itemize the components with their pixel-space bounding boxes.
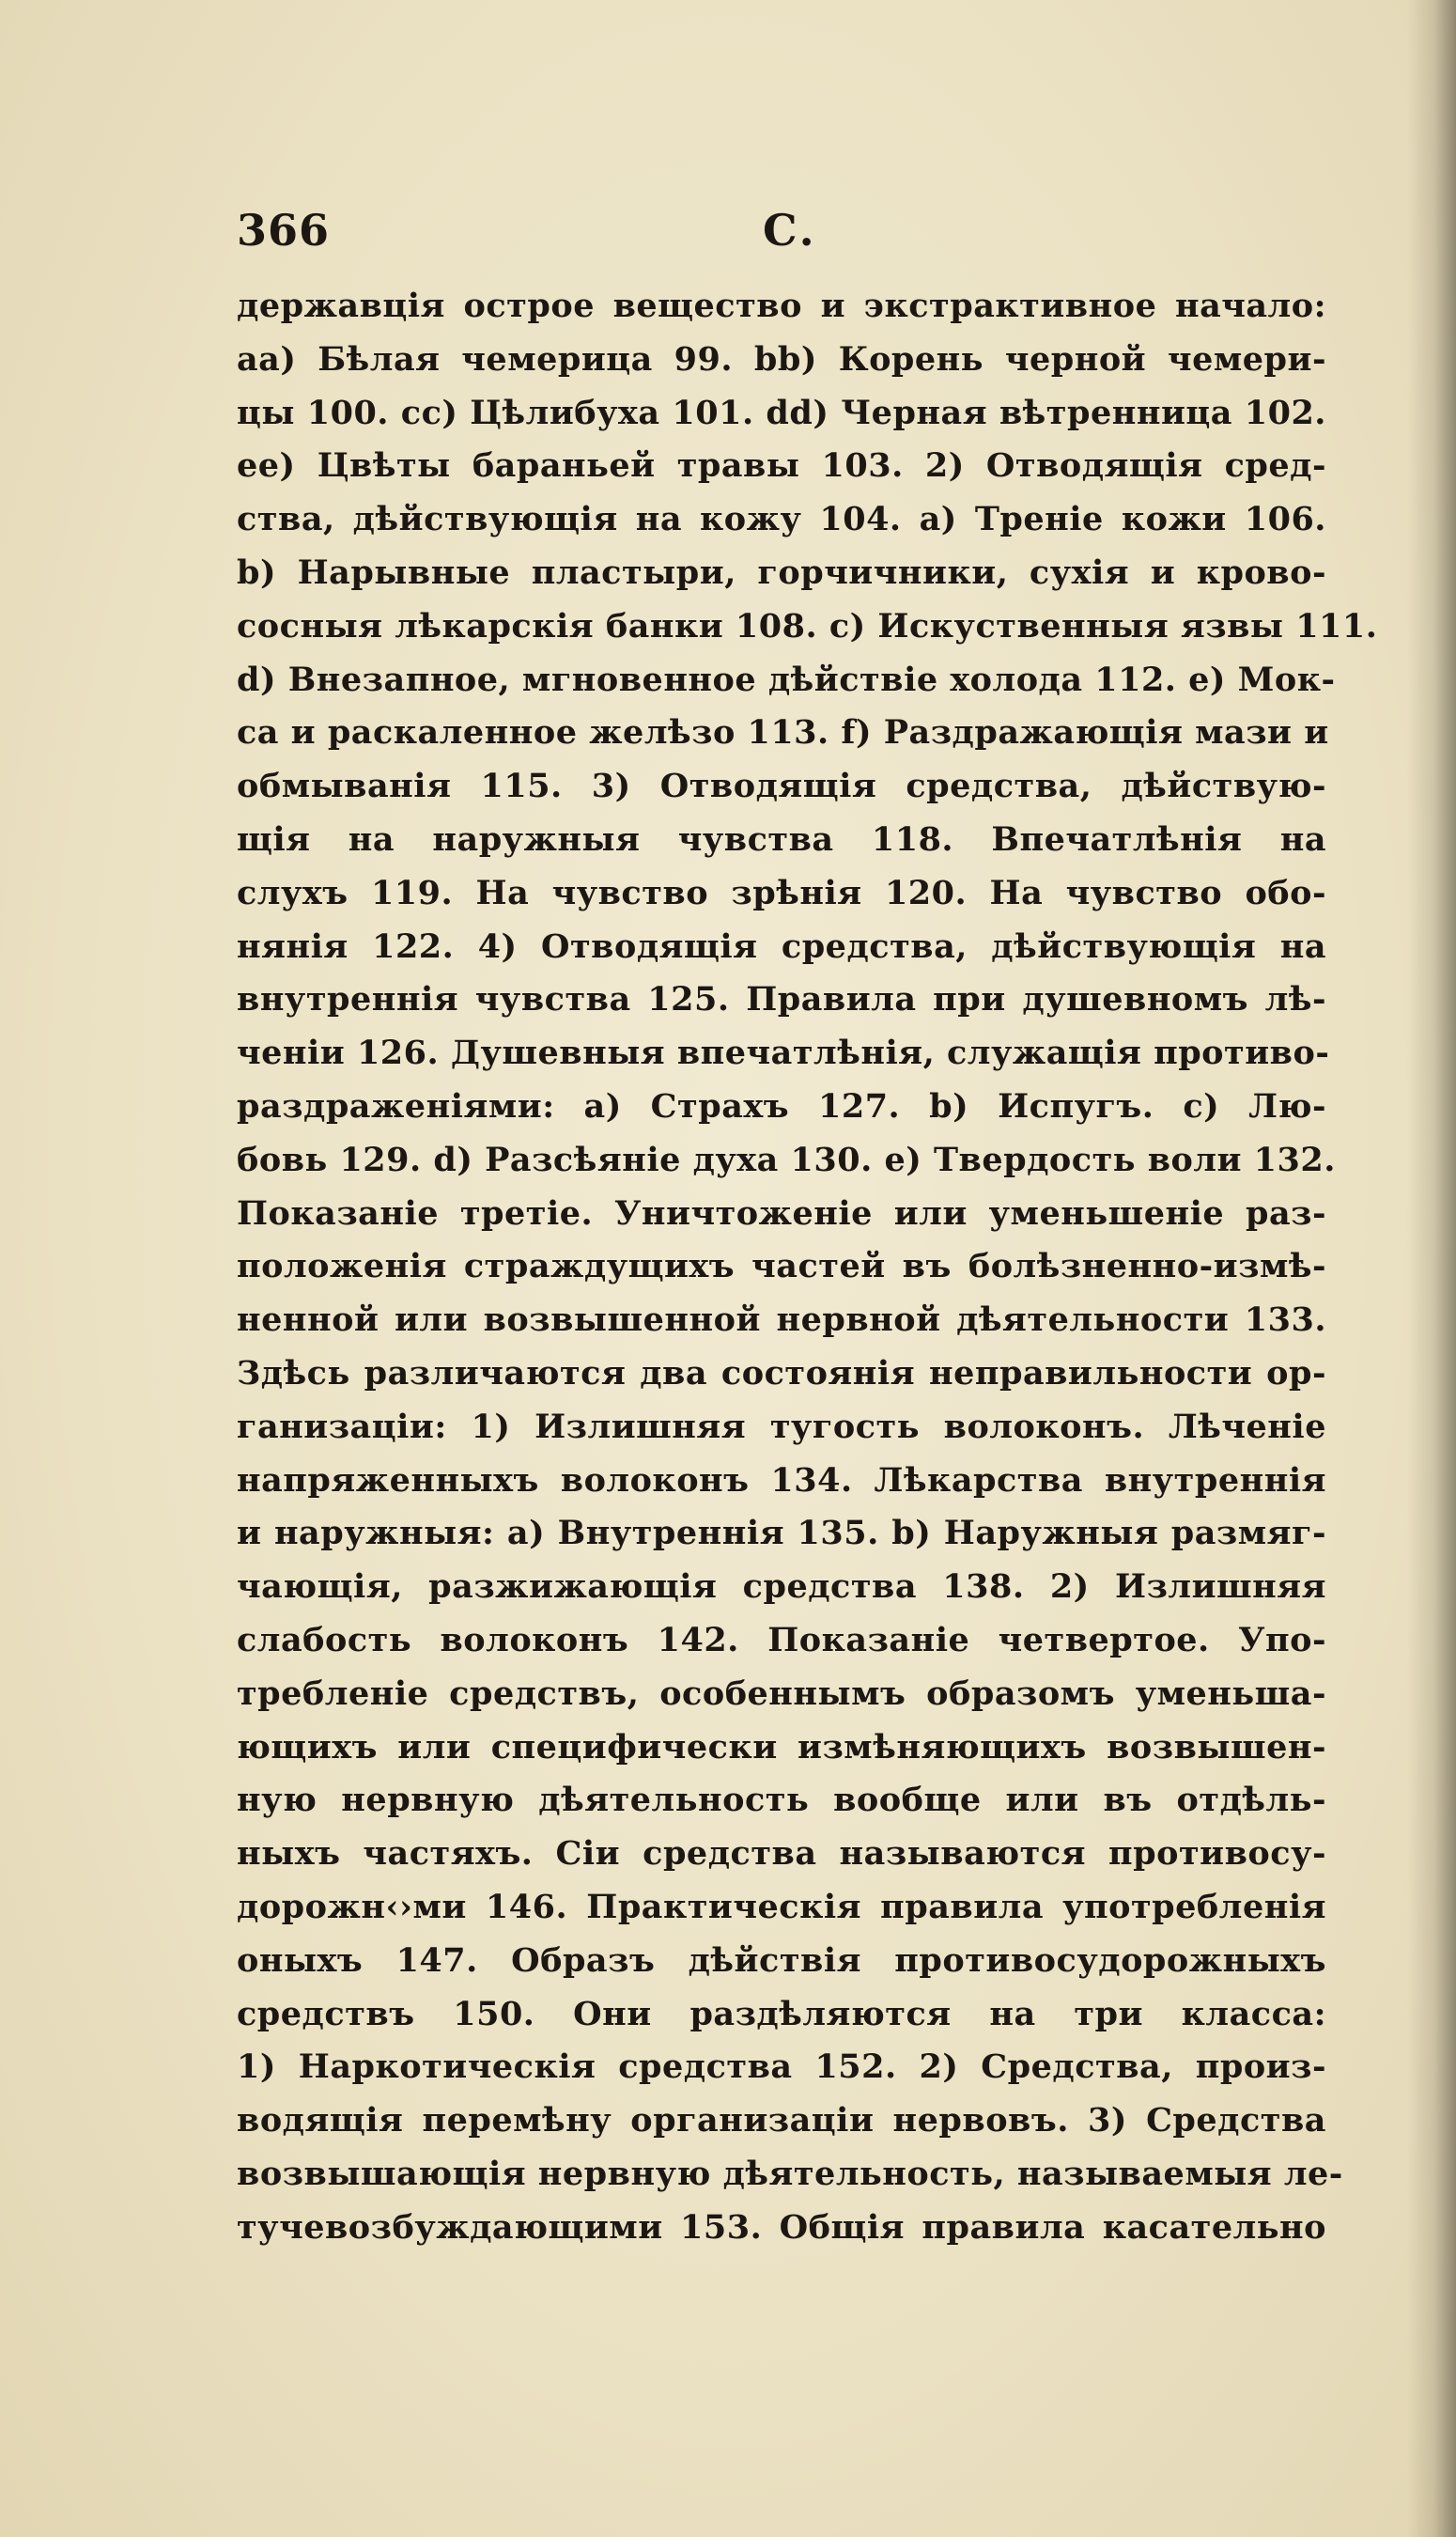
text-line: бовь 129. d) Разсѣяніе духа 130. е) Твердость воли 132. (237, 1140, 1336, 1179)
text-line: дорожн‹›ми 146. Практическія правила употребленія (237, 1887, 1326, 1926)
text-line: b) Нарывные пластыри, горчичники, сухія и крово- (237, 553, 1326, 592)
text-line: напряженныхъ волоконъ 134. Лѣкарства внутреннія (237, 1460, 1326, 1500)
text-line: державція острое вещество и экстрактивное начало: (237, 287, 1326, 325)
text-line: слухъ 119. На чувство зрѣнія 120. На чувство обо- (237, 873, 1326, 912)
text-line: требленіе средствъ, особеннымъ образомъ уменьша- (237, 1673, 1326, 1713)
text-line: внутреннія чувства 125. Правила при душевномъ лѣ- (237, 980, 1326, 1019)
text-line: обмыванія 115. 3) Отводящія средства, дѣйствую- (237, 767, 1326, 806)
text-line: ее) Цвѣты бараньей травы 103. 2) Отводящія сред- (237, 446, 1326, 486)
text-line: ства, дѣйствующія на кожу 104. а) Треніе кожи 106. (237, 500, 1326, 539)
text-line: щія на наружныя чувства 118. Впечатлѣнія на (237, 819, 1326, 859)
text-line: ныхъ частяхъ. Сіи средства называются противосу- (237, 1834, 1326, 1874)
text-line: возвышающія нервную дѣятельность, называемыя ле- (237, 2154, 1343, 2193)
text-line: положенія страждущихъ частей въ болѣзненно-измѣ- (237, 1247, 1326, 1286)
text-line: Здѣсь различаются два состоянія неправильности ор- (237, 1353, 1326, 1393)
text-line: ную нервную дѣятельность вообще или въ отдѣль- (237, 1781, 1326, 1820)
text-line: раздраженіями: а) Страхъ 127. b) Испугъ. с) Лю- (237, 1086, 1326, 1126)
text-line: водящія перемѣну организаціи нервовъ. 3) Средства (237, 2101, 1326, 2140)
text-line: средствъ 150. Они раздѣляются на три класса: (237, 1994, 1326, 2033)
text-line: нянія 122. 4) Отводящія средства, дѣйствующія на (237, 926, 1326, 966)
text-line: цы 100. сс) Цѣлибуха 101. dd) Черная вѣтренница 102. (237, 393, 1326, 432)
text-line: ченіи 126. Душевныя впечатлѣнія, служащія противо- (237, 1034, 1330, 1073)
body-text (237, 280, 1378, 2254)
page-number: 366 (237, 205, 331, 256)
text-line: Показаніе третіе. Уничтоженіе или уменьшеніе раз- (237, 1193, 1326, 1233)
text-line: са и раскаленное желѣзо 113. f) Раздражающія мази и (237, 713, 1329, 753)
text-line: ненной или возвышенной нервной дѣятельности 133. (237, 1300, 1326, 1340)
binding-edge (1407, 0, 1456, 2537)
text-line: ющихъ или специфически измѣняющихъ возвышен- (237, 1727, 1326, 1767)
text-line: ганизаціи: 1) Излишняя тугость волоконъ. Лѣченіе (237, 1407, 1326, 1446)
text-line: тучевозбуждающими 153. Общія правила касательно (237, 2207, 1326, 2247)
text-line: оныхъ 147. Образъ дѣйствія противосудорожныхъ (237, 1940, 1326, 1980)
page-header (237, 205, 1326, 271)
text-line: слабость волоконъ 142. Показаніе четвертое. Упо- (237, 1620, 1326, 1659)
text-line: чающія, разжижающія средства 138. 2) Излишняя (237, 1567, 1326, 1607)
text-line: сосныя лѣкарскія банки 108. с) Искуственныя язвы 111. (237, 606, 1378, 646)
text-line: d) Внезапное, мгновенное дѣйствіе холода 112. е) Мок- (237, 660, 1336, 699)
text-line: аа) Бѣлая чемерица 99. bb) Корень черной чемери- (237, 339, 1326, 379)
running-head: С. (763, 205, 816, 256)
text-line: и наружныя: а) Внутреннія 135. b) Наружныя размяг- (237, 1514, 1326, 1553)
text-line: 1) Наркотическія средства 152. 2) Средства, произ- (237, 2047, 1326, 2087)
